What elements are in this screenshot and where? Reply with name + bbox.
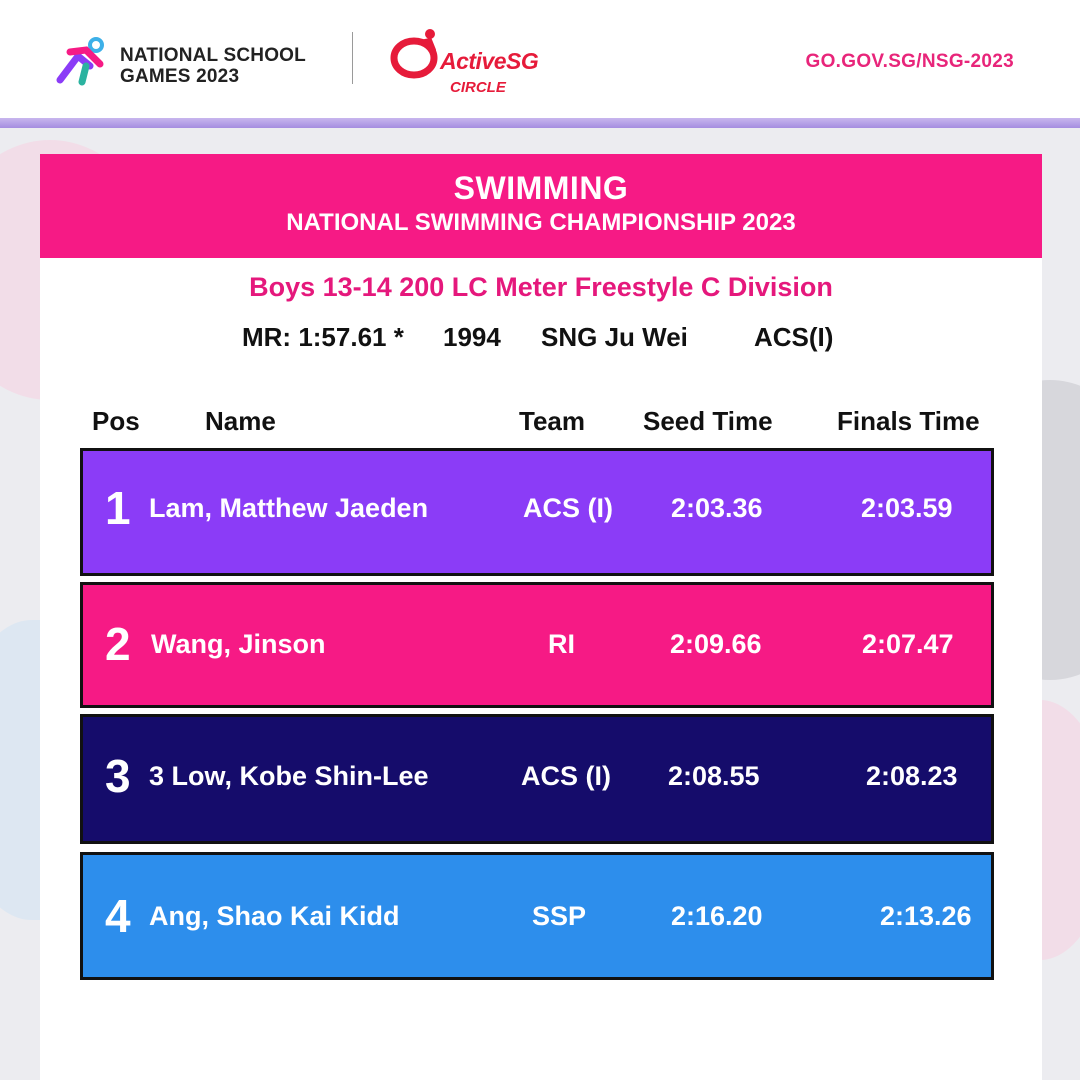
result-finals-time: 2:03.59 [861,493,953,523]
meet-record-holder: SNG Ju Wei [541,322,688,352]
result-position: 4 [105,890,131,942]
nsg-line2: GAMES 2023 [120,66,240,87]
activesg-logo-icon [390,26,442,82]
result-position: 3 [105,750,131,802]
result-name: Lam, Matthew Jaeden [149,493,429,523]
results-card [40,154,1042,1080]
meet-record-time: MR: 1:57.61 * [242,322,404,352]
result-row [80,448,994,576]
result-seed-time: 2:09.66 [670,629,762,659]
column-header-name: Name [205,406,276,436]
nsg-logo-icon [56,36,116,86]
nsg-wordmark [120,45,306,87]
result-position: 2 [105,618,131,670]
nsg-line1: NATIONAL SCHOOL [120,45,306,66]
result-name: Ang, Shao Kai Kidd [149,901,400,931]
result-team: SSP [532,901,587,931]
result-seed-time: 2:03.36 [671,493,763,523]
result-position: 1 [105,482,131,534]
result-seed-time: 2:08.55 [668,761,760,791]
column-header-finals-time: Finals Time [837,406,980,436]
result-row [80,852,994,980]
result-team: ACS (I) [521,761,611,791]
result-name: 3 Low, Kobe Shin-Lee [149,761,429,791]
result-finals-time: 2:13.26 [880,901,972,931]
result-finals-time: 2:08.23 [866,761,958,791]
result-seed-time: 2:16.20 [671,901,763,931]
header-bar [0,0,1080,118]
activesg-wordmark: ActiveSG [440,48,539,74]
header-stripe [0,118,1080,128]
result-row [80,582,994,708]
sport-title: SWIMMING [453,170,629,206]
sport-banner [40,154,1042,258]
meet-record-team: ACS(I) [754,322,834,352]
column-header-seed-time: Seed Time [643,406,773,436]
result-team: ACS (I) [523,493,613,523]
result-team: RI [548,629,575,659]
result-row [80,714,994,844]
event-title: Boys 13-14 200 LC Meter Freestyle C Division [249,272,833,302]
activesg-subtitle: CIRCLE [450,79,506,96]
meet-record-year: 1994 [443,322,501,352]
championship-title: NATIONAL SWIMMING CHAMPIONSHIP 2023 [286,209,796,236]
column-header-team: Team [519,406,585,436]
website-url: GO.GOV.SG/NSG-2023 [805,51,1014,72]
header-divider [352,32,353,84]
result-finals-time: 2:07.47 [862,629,954,659]
column-header-pos: Pos [92,406,140,436]
result-name: Wang, Jinson [151,629,326,659]
